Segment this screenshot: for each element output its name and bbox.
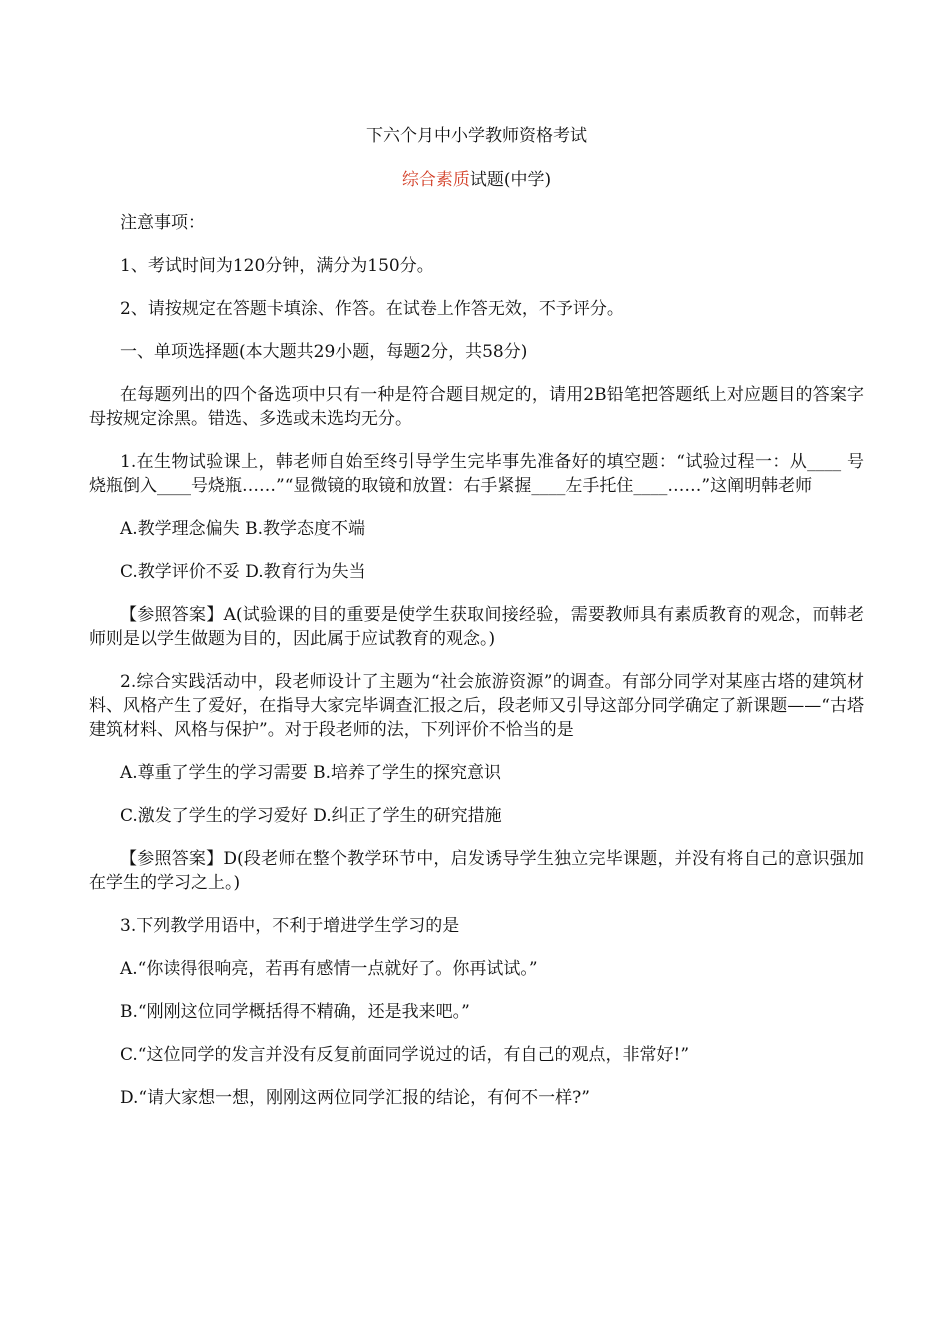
question-2-options-ab: A.尊重了学生的学习需要 B.培养了学生的探究意识: [120, 763, 501, 783]
question-1-options-cd: C.教学评价不妥 D.教育行为失当: [120, 562, 366, 582]
question-3-option-a: A.“你读得很响亮，若再有感情一点就好了。你再试试。”: [120, 959, 538, 979]
question-2: 2.综合实践活动中，段老师设计了主题为“社会旅游资源”的调查。有部分同学对某座古塔的建筑材料、风格产生了爱好，在指导大家完毕调查汇报之后，段老师又引导这部分同学确定了新课题——“古塔建筑材料、风格与保护”。对于段老师的法，下列评价不恰当的是: [89, 672, 864, 740]
question-3: 3.下列教学用语中，不利于增进学生学习的是: [120, 916, 460, 936]
doc-subtitle: [89, 168, 864, 192]
question-2-answer: 【参照答案】D(段老师在整个教学环节中，启发诱导学生独立完毕课题，并没有将自己的意识强加在学生的学习之上。): [89, 849, 864, 893]
question-3-option-b: B.“刚刚这位同学概括得不精确，还是我来吧。”: [120, 1002, 470, 1022]
question-1-answer: 【参照答案】A(试验课的目的重要是使学生获取间接经验，需要教师具有素质教育的观念，而韩老师则是以学生做题为目的，因此属于应试教育的观念。): [89, 605, 864, 649]
question-3-option-d: D.“请大家想一想，刚刚这两位同学汇报的结论，有何不一样?”: [120, 1088, 590, 1108]
section-instructions: 在每题列出的四个备选项中只有一种是符合题目规定的，请用2B铅笔把答题纸上对应题目的答案字母按规定涂黑。错选、多选或未选均无分。: [89, 385, 864, 429]
doc-title: 下六个月中小学教师资格考试: [366, 126, 587, 146]
section-heading: 一、单项选择题(本大题共29小题，每题2分，共58分): [120, 342, 528, 362]
question-2-options-cd: C.激发了学生的学习爱好 D.纠正了学生的研究措施: [120, 806, 502, 826]
notice-heading: 注意事项：: [120, 213, 205, 233]
question-3-option-c: C.“这位同学的发言并没有反复前面同学说过的话，有自己的观点，非常好!”: [120, 1045, 690, 1065]
subtitle-rest: 试题(中学): [469, 170, 552, 190]
notice-item-2: 2、请按规定在答题卡填涂、作答。在试卷上作答无效，不予评分。: [120, 299, 624, 319]
question-1: 1.在生物试验课上，韩老师自始至终引导学生完毕事先准备好的填空题：“试验过程一：从____ 号烧瓶倒入____号烧瓶……”“显微镜的取镜和放置：右手紧握____左手托住____……”这阐明韩老师: [89, 452, 864, 496]
question-1-options-ab: A.教学理念偏失 B.教学态度不端: [120, 519, 365, 539]
subtitle-highlight: 综合素质: [401, 170, 470, 190]
notice-item-1: 1、考试时间为120分钟，满分为150分。: [120, 256, 434, 276]
